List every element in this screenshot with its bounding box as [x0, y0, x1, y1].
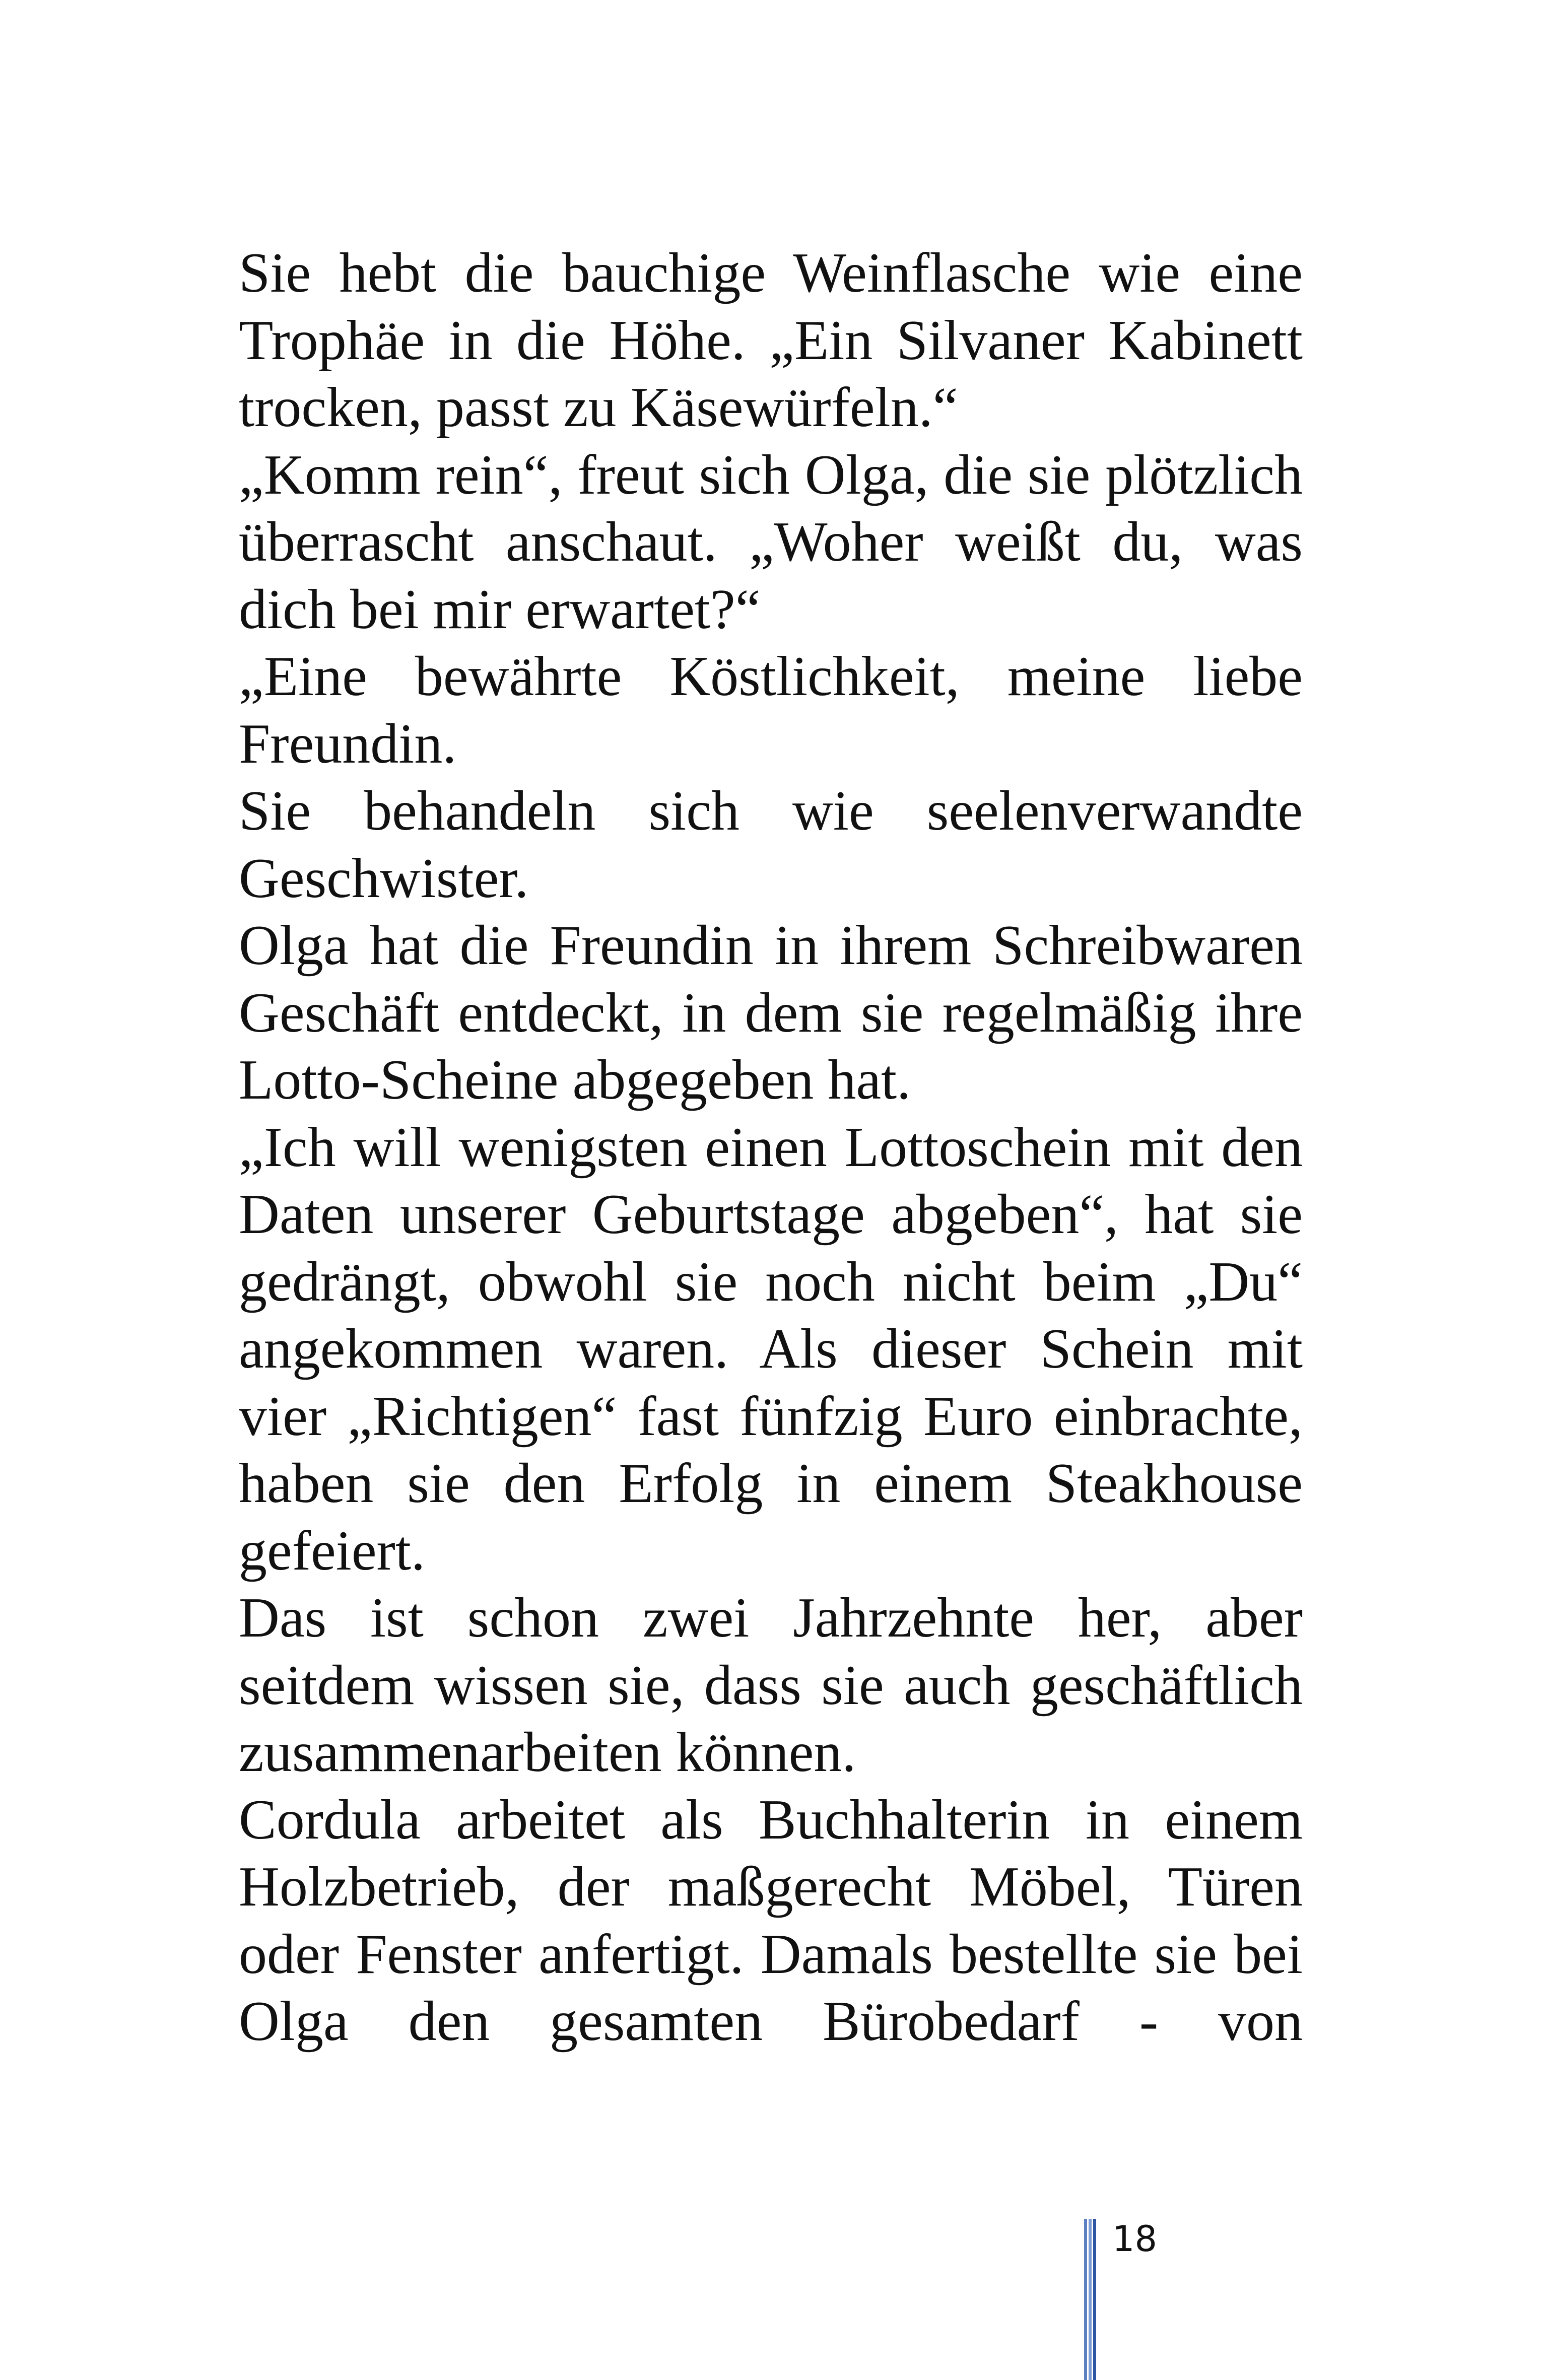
footer-bar [1084, 2219, 1087, 2380]
page-number: 18 [1112, 2218, 1158, 2260]
paragraph: „Ich will wenigsten einen Lottoschein mit den Daten unserer Geburtstage abgeben“, hat sie gedrängt, obwohl sie noch nicht beim „Du“ angekommen waren. Als dieser Schein mit vier „Richtigen“ fast fünfzig Euro einbrachte, haben sie den Erfolg in einem Steakhouse gefeiert. [239, 1116, 1303, 1582]
footer-decorative-bars [1084, 2219, 1096, 2380]
paragraph: Olga hat die Freundin in ihrem Schreibwaren Geschäft entdeckt, in dem sie regelmäßig ihre Lotto-Scheine abgegeben hat. [239, 914, 1303, 1111]
footer-bar [1089, 2219, 1092, 2380]
paragraph: Sie behandeln sich wie seelenverwandte Geschwister. [239, 780, 1303, 910]
paragraph: „Eine bewährte Köstlichkeit, meine liebe Freundin. [239, 645, 1303, 775]
footer-bar [1093, 2219, 1096, 2380]
paragraph: Sie hebt die bauchige Weinflasche wie eine Trophäe in die Höhe. „Ein Silvaner Kabinett trocken, passt zu Käsewürfeln.“ [239, 242, 1303, 439]
body-text [239, 240, 1303, 2056]
paragraph: Cordula arbeitet als Buchhalterin in einem Holzbetrieb, der maßgerecht Möbel, Türen oder Fenster anfertigt. Damals bestellte sie bei Olga den gesamten Bürobedarf - von [239, 1788, 1303, 2053]
paragraph: Das ist schon zwei Jahrzehnte her, aber seitdem wissen sie, dass sie auch geschäftlich zusammenarbeiten können. [239, 1587, 1303, 1784]
paragraph: „Komm rein“, freut sich Olga, die sie plötzlich überrascht anschaut. „Woher weißt du, was dich bei mir erwartet?“ [239, 443, 1303, 641]
